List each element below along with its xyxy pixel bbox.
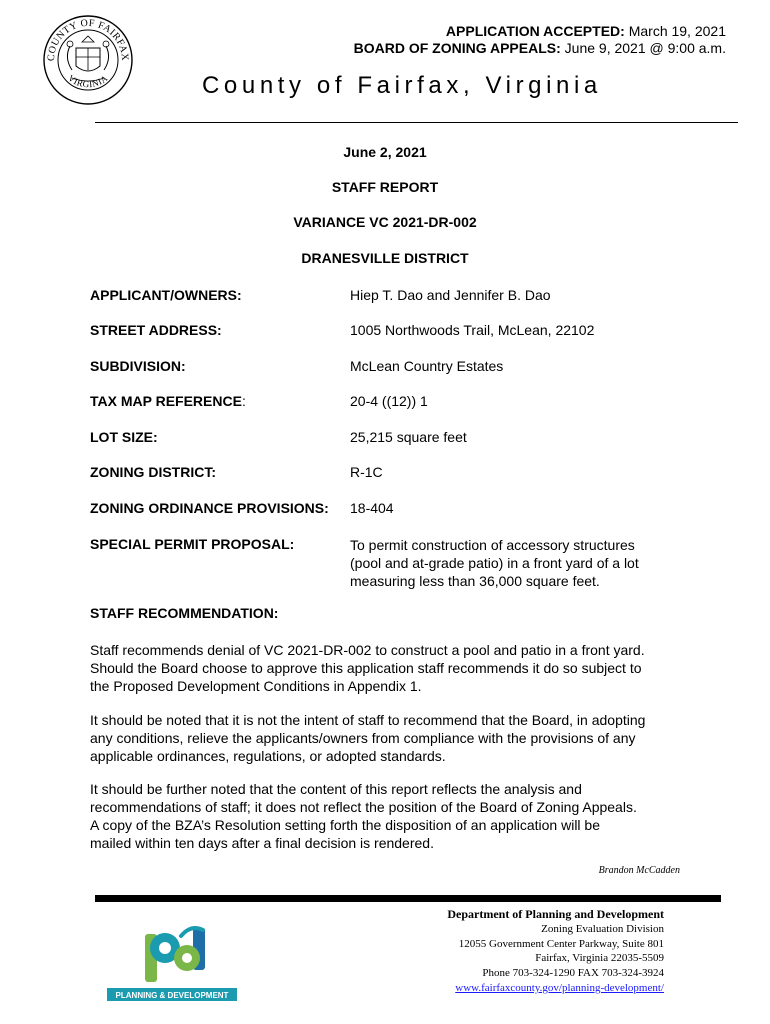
address-line-1: 12055 Government Center Parkway, Suite 801: [458, 937, 664, 950]
recommendation-paragraph-2: It should be noted that it is not the intent of staff to recommend that the Board, in adopting any conditions, relieve the applicants/owners from compliance with the provisions of any applicable ordinances, regulations, or adopted standards.: [90, 712, 646, 764]
zoning-ordinance-value: 18-404: [350, 500, 394, 516]
application-accepted-label: APPLICATION ACCEPTED:: [445, 23, 625, 39]
bza-label: BOARD OF ZONING APPEALS:: [353, 40, 561, 56]
bza-line: [354, 40, 726, 56]
county-title: County of Fairfax, Virginia: [202, 72, 602, 99]
logo-text: PLANNING & DEVELOPMENT: [115, 991, 229, 1000]
recommendation-paragraph-3: It should be further noted that the content of this report reflects the analysis and recommendations of staff; it does not reflect the position of the Board of Zoning Appeals. A copy of the BZA’s Resolution setting forth the disposition of an application will be mailed within ten days after a final decision is rendered.: [90, 781, 637, 851]
zoning-ordinance-label: ZONING ORDINANCE PROVISIONS:: [90, 500, 329, 516]
address-line-2: Fairfax, Virginia 22035-5509: [535, 952, 664, 965]
applicant-owners-value: Hiep T. Dao and Jennifer B. Dao: [350, 287, 551, 303]
applicant-owners-label: APPLICANT/OWNERS:: [90, 287, 242, 303]
lot-size-label: LOT SIZE:: [90, 429, 158, 445]
recommendation-paragraph-1: Staff recommends denial of VC 2021-DR-002 to construct a pool and patio in a front yard. Should the Board choose to approve this application staff recommends it do so subject to the Proposed Development Conditions in Appendix 1.: [90, 642, 645, 694]
tax-map-reference-value: 20-4 ((12)) 1: [350, 393, 428, 409]
footer-divider: [95, 895, 721, 902]
signature-name: Brandon McCadden: [598, 865, 680, 876]
district-name: DRANESVILLE DISTRICT: [301, 250, 469, 266]
header-divider: [95, 122, 738, 123]
lot-size-value: 25,215 square feet: [350, 429, 467, 445]
svg-text:VIRGINIA: VIRGINIA: [66, 72, 110, 90]
street-address-label: STREET ADDRESS:: [90, 322, 222, 338]
subdivision-value: McLean Country Estates: [350, 358, 504, 374]
subdivision-label: SUBDIVISION:: [90, 358, 186, 374]
special-permit-value: To permit construction of accessory structures (pool and at-grade patio) in a front yard of a lot measuring less than 36,000 square feet.: [350, 537, 639, 589]
staff-recommendation-heading: STAFF RECOMMENDATION:: [90, 605, 279, 621]
bza-date: June 9, 2021 @ 9:00 a.m.: [564, 40, 726, 56]
report-date: June 2, 2021: [343, 144, 427, 160]
division-name: Zoning Evaluation Division: [541, 922, 664, 935]
application-accepted-date: March 19, 2021: [628, 23, 726, 39]
department-name: Department of Planning and Development: [447, 907, 664, 921]
zoning-district-value: R-1C: [350, 464, 383, 480]
tax-map-reference-label: TAX MAP REFERENCE:: [90, 393, 246, 409]
zoning-district-label: ZONING DISTRICT:: [90, 464, 216, 480]
svg-text:COUNTY OF FAIRFAX: COUNTY OF FAIRFAX: [45, 17, 131, 62]
phone-fax: Phone 703-324-1290 FAX 703-324-3924: [482, 967, 664, 980]
application-accepted-line: [446, 23, 726, 39]
case-number: VARIANCE VC 2021-DR-002: [293, 214, 477, 230]
special-permit-label: SPECIAL PERMIT PROPOSAL:: [90, 536, 295, 552]
department-contact: [364, 907, 664, 996]
street-address-value: 1005 Northwoods Trail, McLean, 22102: [350, 322, 595, 338]
county-seal: [42, 14, 134, 106]
planning-development-logo: [95, 906, 255, 1012]
department-website-link[interactable]: www.fairfaxcounty.gov/planning-development/: [455, 981, 664, 994]
report-type: STAFF REPORT: [331, 179, 439, 195]
